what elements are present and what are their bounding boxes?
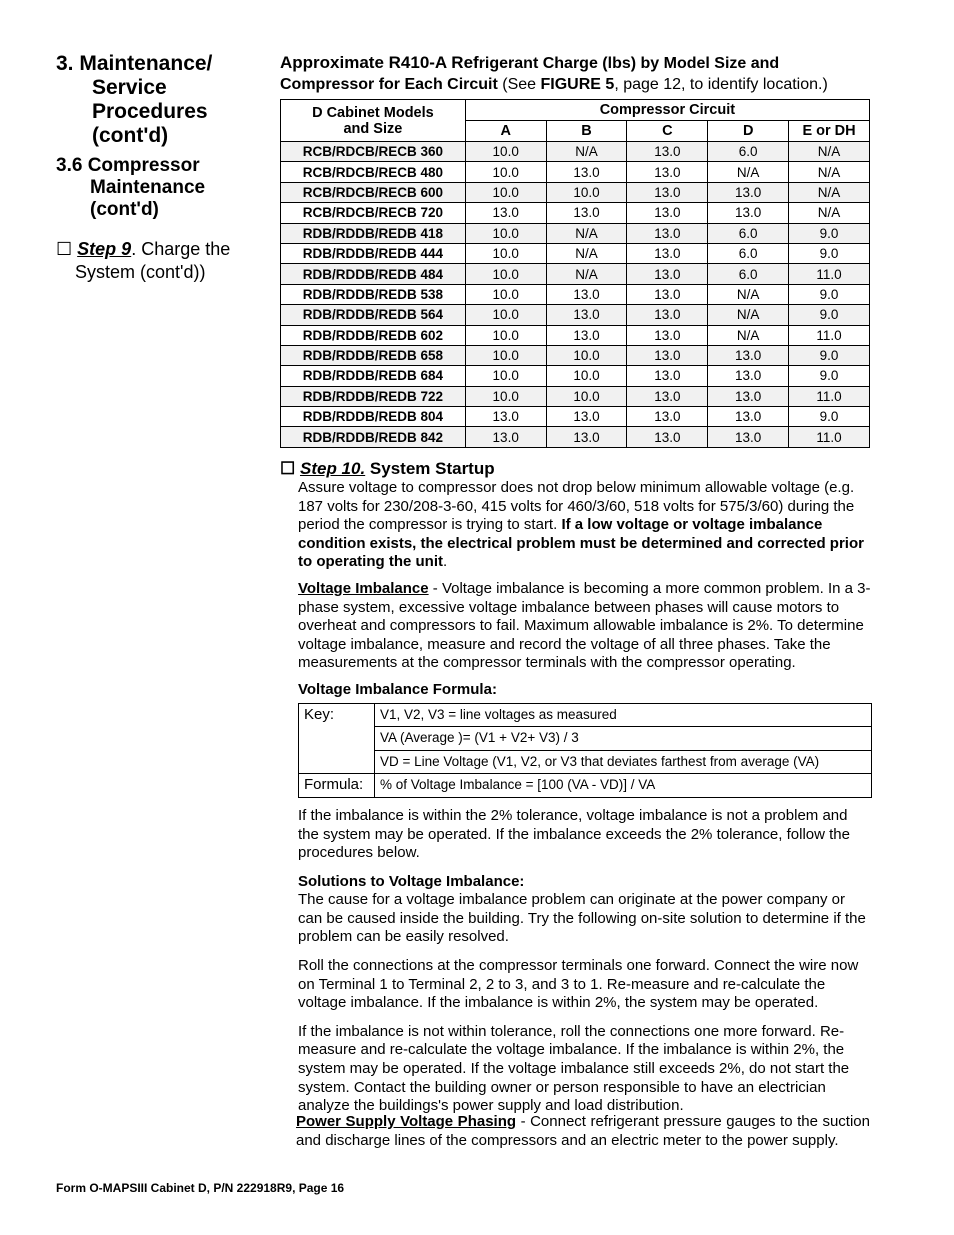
model-cell: RDB/RDDB/REDB 538	[281, 284, 466, 304]
step9-label: Step 9	[77, 239, 132, 259]
column-header: A	[465, 121, 546, 142]
charge-cell: 10.0	[465, 142, 546, 162]
charge-cell: 13.0	[627, 223, 708, 243]
key-row: VA (Average )= (V1 + V2+ V3) / 3	[375, 727, 872, 751]
table-row	[281, 366, 870, 386]
charge-cell: 13.0	[627, 203, 708, 223]
charge-cell: 11.0	[789, 325, 870, 345]
charge-cell: N/A	[789, 182, 870, 202]
main-column	[280, 52, 870, 480]
charge-cell: N/A	[708, 162, 789, 182]
column-header: B	[546, 121, 627, 142]
paragraph: The cause for a voltage imbalance problem can originate at the power company or can be caused inside the building. Try the following on-site solution to determine if the problem can be easily resolved.	[298, 891, 866, 946]
key-row: VD = Line Voltage (V1, V2, or V3 that deviates farthest from average (VA)	[375, 750, 872, 774]
charge-cell: 13.0	[546, 427, 627, 447]
charge-cell: 10.0	[465, 325, 546, 345]
subsection-heading: 3.6 Compressor Maintenance (cont'd)	[56, 155, 206, 220]
charge-cell: 10.0	[465, 284, 546, 304]
table-row	[281, 264, 870, 284]
charge-table-title: Approximate R410-A Refrigerant Charge (lbs) by Model Size and Compressor for Each Circuit (See FIGURE 5, page 12, to identify location.)	[280, 53, 828, 93]
charge-cell: 10.0	[465, 162, 546, 182]
formula-label: Formula:	[299, 774, 375, 798]
charge-cell: 11.0	[789, 386, 870, 406]
solutions-heading: Solutions to Voltage Imbalance:	[298, 872, 525, 890]
formula-text: % of Voltage Imbalance = [100 (VA - VD)] / VA	[375, 774, 872, 798]
charge-cell: 13.0	[708, 427, 789, 447]
model-cell: RDB/RDDB/REDB 658	[281, 345, 466, 365]
checkbox-icon: ☐	[56, 239, 73, 259]
step9-heading: ☐ Step 9. Charge the System (cont'd))	[56, 239, 231, 282]
charge-cell: N/A	[546, 142, 627, 162]
charge-cell: 13.0	[546, 305, 627, 325]
paragraph: Voltage Imbalance - Voltage imbalance is becoming a more common problem. In a 3-phase system, excessive voltage imbalance between phases will cause motors to overheat and compressors to fail. Maximum allowable imbalance is 2%. To determine voltage imbalance, measure and record the voltage of all three phases. Take the measurements at the compressor terminals with the compressor operating.	[298, 579, 871, 672]
circuit-header: Compressor Circuit	[465, 100, 869, 121]
paragraph: Roll the connections at the compressor terminals one forward. Connect the wire now on Terminal 1 to Terminal 2, 2 to 3, and 3 to 1. Re-measure and re-calculate the voltage imbalance. If the imbalance is within 2%, the system may be operated.	[298, 957, 859, 1012]
charge-cell: 10.0	[465, 264, 546, 284]
table-row	[281, 345, 870, 365]
step10-body	[298, 479, 872, 1122]
charge-cell: N/A	[789, 162, 870, 182]
table-row	[281, 284, 870, 304]
table-row	[281, 407, 870, 427]
charge-cell: 10.0	[465, 366, 546, 386]
model-cell: RDB/RDDB/REDB 684	[281, 366, 466, 386]
charge-cell: 13.0	[627, 386, 708, 406]
charge-cell: 6.0	[708, 142, 789, 162]
charge-cell: 13.0	[708, 203, 789, 223]
charge-cell: 13.0	[546, 325, 627, 345]
charge-cell: 11.0	[789, 427, 870, 447]
table-row	[281, 223, 870, 243]
charge-cell: 13.0	[627, 264, 708, 284]
model-cell: RCB/RDCB/RECB 600	[281, 182, 466, 202]
phasing-paragraph: Power Supply Voltage Phasing - Connect refrigerant pressure gauges to the suction and discharge lines of the compressors and an electric meter to the power supply.	[296, 1113, 870, 1149]
charge-cell: 10.0	[546, 366, 627, 386]
model-cell: RDB/RDDB/REDB 564	[281, 305, 466, 325]
charge-cell: 9.0	[789, 366, 870, 386]
charge-cell: 13.0	[627, 305, 708, 325]
voltage-imbalance-term: Voltage Imbalance	[298, 579, 429, 597]
table-row	[281, 142, 870, 162]
charge-cell: 10.0	[465, 305, 546, 325]
table-row	[281, 386, 870, 406]
models-header: D Cabinet Models and Size	[281, 100, 466, 142]
table-row	[281, 243, 870, 263]
model-cell: RDB/RDDB/REDB 722	[281, 386, 466, 406]
charge-cell: N/A	[546, 223, 627, 243]
charge-cell: 13.0	[627, 325, 708, 345]
key-label: Key:	[299, 703, 375, 774]
sidebar	[56, 52, 266, 284]
table-row	[281, 182, 870, 202]
paragraph: If the imbalance is within the 2% tolerance, voltage imbalance is not a problem and the system may be operated. If the imbalance exceeds the 2% tolerance, follow the procedures below.	[298, 806, 850, 862]
charge-cell: 13.0	[708, 407, 789, 427]
charge-cell: N/A	[789, 203, 870, 223]
charge-cell: 13.0	[627, 142, 708, 162]
charge-cell: 9.0	[789, 345, 870, 365]
charge-cell: 9.0	[789, 243, 870, 263]
charge-cell: N/A	[789, 142, 870, 162]
charge-cell: 13.0	[546, 203, 627, 223]
model-cell: RDB/RDDB/REDB 418	[281, 223, 466, 243]
table-row	[281, 162, 870, 182]
key-row: V1, V2, V3 = line voltages as measured	[375, 703, 872, 727]
charge-cell: 9.0	[789, 223, 870, 243]
model-cell: RDB/RDDB/REDB 842	[281, 427, 466, 447]
step10-heading: ☐ Step 10. System Startup	[280, 458, 495, 478]
paragraph: Assure voltage to compressor does not drop below minimum allowable voltage (e.g. 187 volts for 230/208-3-60, 415 volts for 460/3/60, 518 volts for 575/3/60) during the period the compressor is trying to start. If a low voltage or voltage imbalance condition exists, the electrical problem must be determined and corrected prior to operating the unit.	[298, 479, 864, 571]
charge-cell: 10.0	[546, 345, 627, 365]
charge-cell: 13.0	[708, 182, 789, 202]
model-cell: RCB/RDCB/RECB 480	[281, 162, 466, 182]
page-footer: Form O-MAPSIII Cabinet D, P/N 222918R9, Page 16	[56, 1181, 345, 1195]
charge-cell: 13.0	[627, 243, 708, 263]
charge-cell: 10.0	[465, 243, 546, 263]
charge-cell: 6.0	[708, 243, 789, 263]
column-header: C	[627, 121, 708, 142]
charge-cell: 13.0	[546, 284, 627, 304]
formula-heading: Voltage Imbalance Formula:	[298, 680, 497, 698]
charge-cell: 13.0	[546, 162, 627, 182]
charge-cell: N/A	[546, 264, 627, 284]
phasing-term: Power Supply Voltage Phasing	[296, 1113, 517, 1130]
charge-cell: 10.0	[465, 182, 546, 202]
charge-cell: N/A	[708, 325, 789, 345]
model-cell: RCB/RDCB/RECB 360	[281, 142, 466, 162]
section-heading: 3. Maintenance/ Service Procedures (cont'd)	[56, 52, 213, 147]
charge-cell: 10.0	[546, 182, 627, 202]
charge-cell: N/A	[708, 305, 789, 325]
table-row	[281, 427, 870, 447]
charge-table	[280, 99, 870, 448]
charge-cell: 13.0	[708, 345, 789, 365]
column-header: E or DH	[789, 121, 870, 142]
charge-cell: 13.0	[708, 366, 789, 386]
charge-cell: N/A	[708, 284, 789, 304]
charge-cell: N/A	[546, 243, 627, 263]
model-cell: RCB/RDCB/RECB 720	[281, 203, 466, 223]
charge-cell: 13.0	[465, 407, 546, 427]
charge-cell: 10.0	[465, 386, 546, 406]
charge-cell: 13.0	[627, 366, 708, 386]
charge-cell: 10.0	[465, 345, 546, 365]
charge-cell: 13.0	[627, 427, 708, 447]
charge-cell: 13.0	[627, 162, 708, 182]
model-cell: RDB/RDDB/REDB 804	[281, 407, 466, 427]
charge-cell: 13.0	[546, 407, 627, 427]
table-row	[281, 203, 870, 223]
column-header: D	[708, 121, 789, 142]
charge-cell: 13.0	[708, 386, 789, 406]
charge-cell: 13.0	[627, 345, 708, 365]
paragraph: If the imbalance is not within tolerance, roll the connections one more forward. Re-measure and re-calculate the voltage imbalance. If the imbalance is within 2%, the system may be operated. If the voltage imbalance still exceeds 2%, do not start the system. Contact the building owner or person responsible to have an electrician analyze the buildings's power supply and load distribution.	[298, 1022, 850, 1115]
formula-table	[298, 703, 872, 798]
charge-cell: 9.0	[789, 305, 870, 325]
model-cell: RDB/RDDB/REDB 444	[281, 243, 466, 263]
model-cell: RDB/RDDB/REDB 602	[281, 325, 466, 345]
charge-cell: 13.0	[465, 427, 546, 447]
charge-cell: 11.0	[789, 264, 870, 284]
table-row	[281, 325, 870, 345]
charge-cell: 6.0	[708, 264, 789, 284]
charge-cell: 10.0	[546, 386, 627, 406]
step10-label: Step 10.	[299, 458, 366, 478]
checkbox-icon: ☐	[280, 458, 296, 478]
charge-cell: 13.0	[627, 182, 708, 202]
charge-cell: 10.0	[465, 223, 546, 243]
charge-cell: 9.0	[789, 407, 870, 427]
model-cell: RDB/RDDB/REDB 484	[281, 264, 466, 284]
table-row	[281, 305, 870, 325]
charge-cell: 6.0	[708, 223, 789, 243]
charge-cell: 13.0	[465, 203, 546, 223]
charge-cell: 13.0	[627, 407, 708, 427]
charge-cell: 13.0	[627, 284, 708, 304]
charge-cell: 9.0	[789, 284, 870, 304]
